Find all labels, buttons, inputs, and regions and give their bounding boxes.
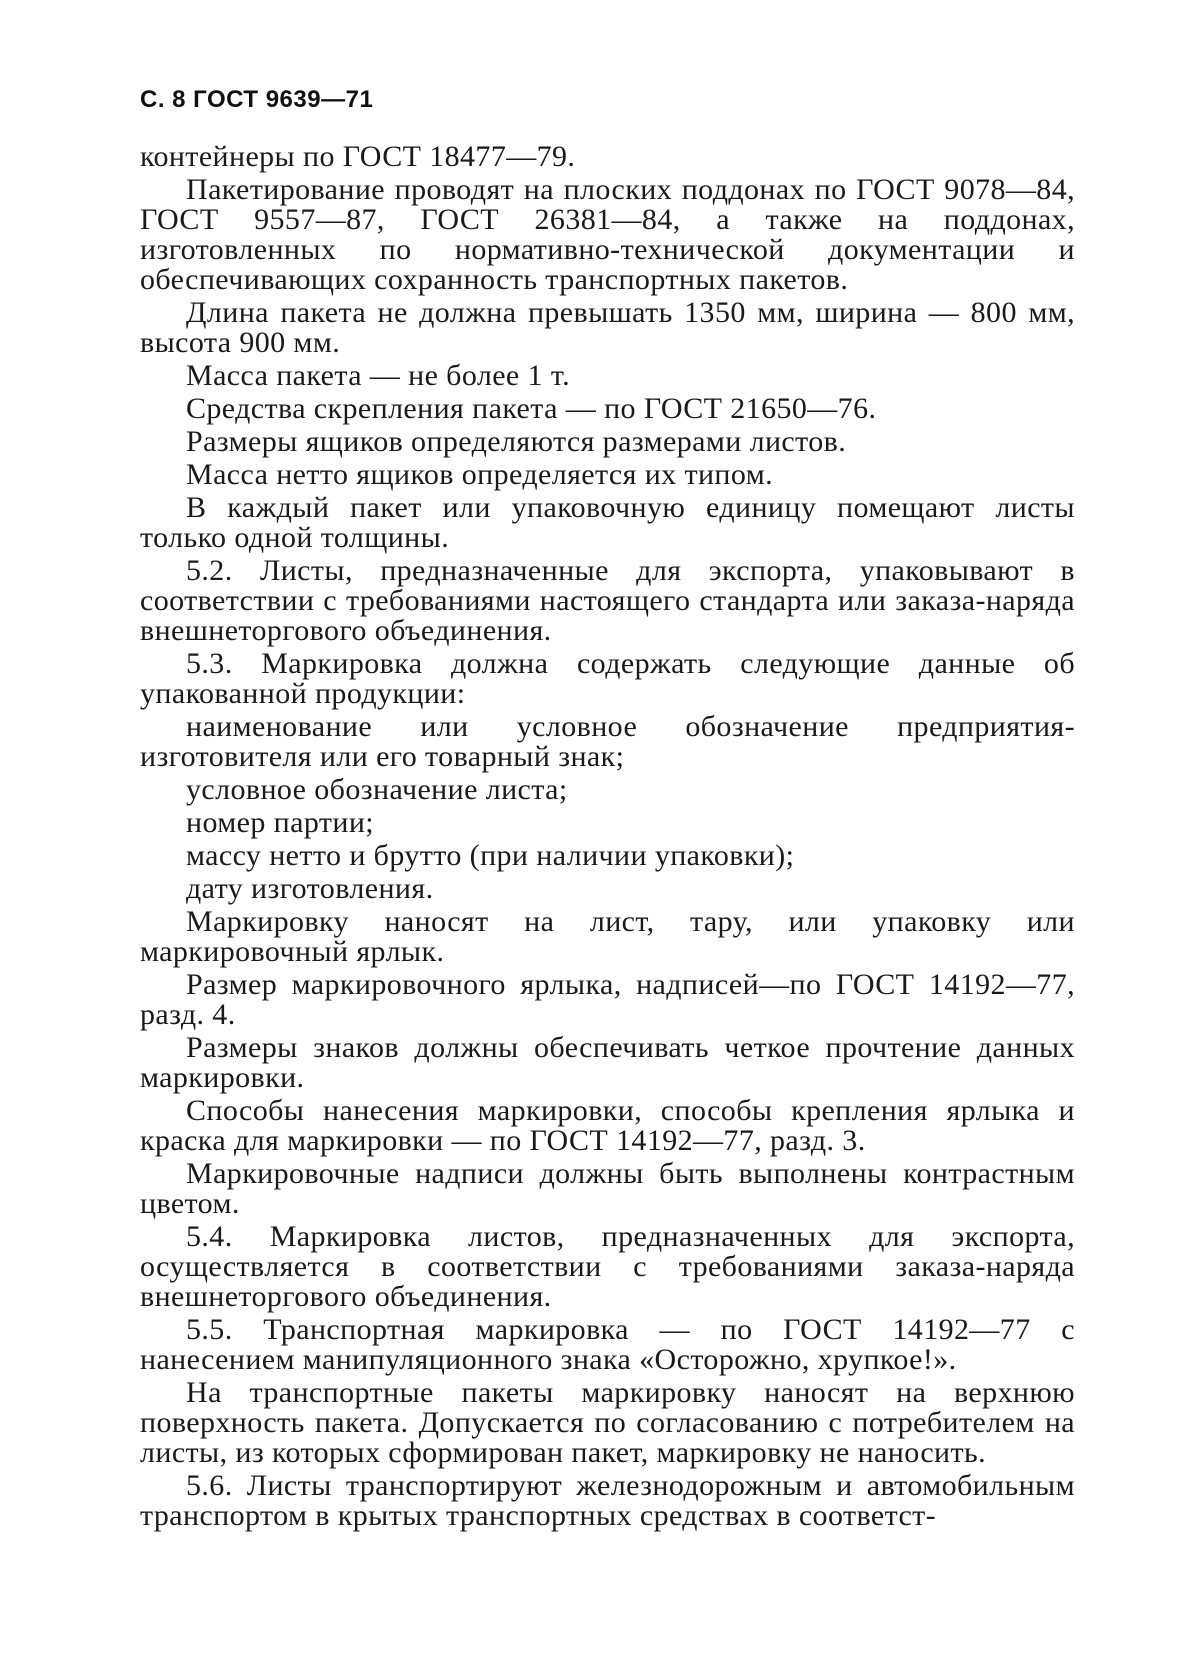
paragraph-package-mass: Масса пакета — не более 1 т. [186,359,571,392]
paragraph-marking-methods: Способы нанесения маркировки, способы крепления ярлыка и краска для маркировки — по ГОСТ 14192—77, разд. 3. [140,1094,1075,1157]
paragraph-box-mass: Масса нетто ящиков определяется их типом. [186,458,773,491]
paragraph-containers: контейнеры по ГОСТ 18477—79. [140,140,576,173]
section-5-6: 5.6. Листы транспортируют железнодорожным и автомобильным транспортом в крытых транспортных средствах в соответст- [140,1469,1075,1532]
marking-item-batch-number: номер партии; [186,806,375,839]
section-5-5: 5.5. Транспортная маркировка — по ГОСТ 14192—77 с нанесением манипуляционного знака «Осторожно, хрупкое!». [140,1313,1075,1376]
paragraph-box-sizes: Размеры ящиков определяются размерами листов. [186,425,847,458]
paragraph-package-dimensions: Длина пакета не должна превышать 1350 мм, ширина — 800 мм, высота 900 мм. [140,296,1075,359]
paragraph-transport-packages: На транспортные пакеты маркировку наносят на верхнюю поверхность пакета. Допускается по согласованию с потребителем на листы, из которых сформирован пакет, маркировку не наносить. [140,1376,1075,1469]
marking-item-sheet-designation: условное обозначение листа; [186,773,568,806]
paragraph-contrast-color: Маркировочные надписи должны быть выполнены контрастным цветом. [140,1157,1075,1220]
section-5-2: 5.2. Листы, предназначенные для экспорта, упаковывают в соответствии с требованиями настоящего стандарта или заказа-наряда внешнеторгового объединения. [140,554,1075,647]
paragraph-marking-application: Маркировку наносят на лист, тару, или упаковку или маркировочный ярлык. [140,905,1075,968]
page-header: С. 8 ГОСТ 9639—71 [140,86,374,113]
paragraph-label-size: Размер маркировочного ярлыка, надписей—по ГОСТ 14192—77, разд. 4. [140,968,1075,1031]
paragraph-fastening: Средства скрепления пакета — по ГОСТ 21650—76. [186,392,877,425]
paragraph-single-thickness: В каждый пакет или упаковочную единицу помещают листы только одной толщины. [140,491,1075,554]
document-body [140,142,1075,1534]
marking-item-mass: массу нетто и брутто (при наличии упаковки); [186,839,795,872]
section-5-3: 5.3. Маркировка должна содержать следующие данные об упакованной продукции: [140,647,1075,710]
section-5-4: 5.4. Маркировка листов, предназначенных для экспорта, осуществляется в соответствии с требованиями заказа-наряда внешнеторгового объединения. [140,1220,1075,1313]
paragraph-sign-sizes: Размеры знаков должны обеспечивать четкое прочтение данных маркировки. [140,1031,1075,1094]
marking-item-date: дату изготовления. [186,872,434,905]
paragraph-packaging: Пакетирование проводят на плоских поддонах по ГОСТ 9078—84, ГОСТ 9557—87, ГОСТ 26381—84, а также на поддонах, изготовленных по нормативно-технической документации и обеспечивающих сохранность транспортных пакетов. [140,173,1075,296]
marking-item-manufacturer: наименование или условное обозначение предприятия-изготовителя или его товарный знак; [140,710,1075,773]
